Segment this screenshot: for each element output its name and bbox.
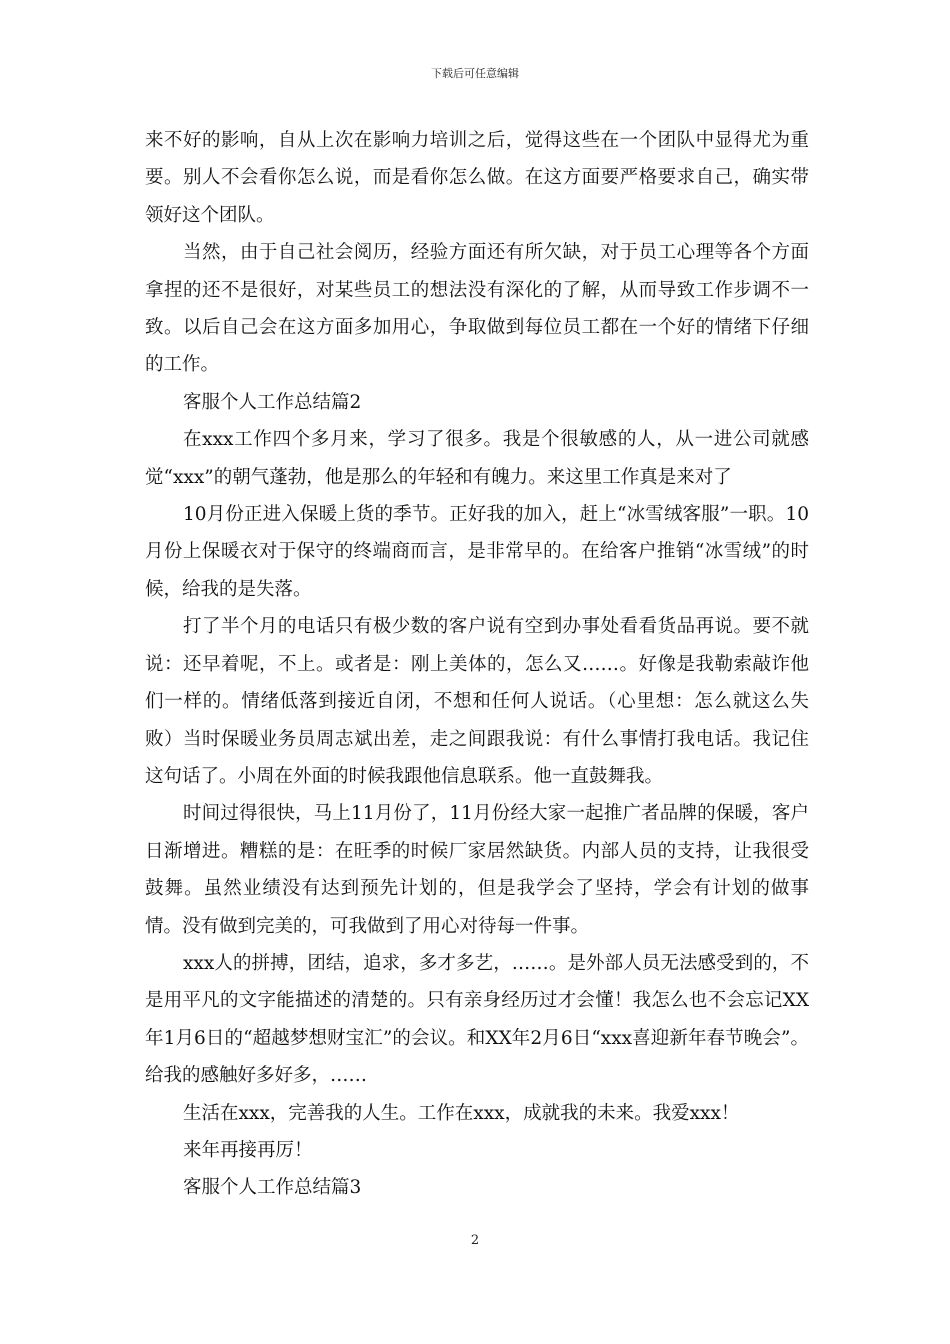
- section-heading: 客服个人工作总结篇2: [183, 391, 362, 413]
- page-header: 下载后可任意编辑: [431, 67, 519, 80]
- paragraph: 10月份正进入保暖上货的季节。正好我的加入，赶上“冰雪绒客服”一职。10月份上保暖衣对于保守的终端商而言，是非常早的。在给客户推销“冰雪绒”的时候，给我的是失落。: [145, 504, 809, 600]
- paragraph: 打了半个月的电话只有极少数的客户说有空到办事处看看货品再说。要不就说：还早着呢，不上。或者是：刚上美体的，怎么又……。好像是我勒索敲诈他们一样的。情绪低落到接近自闭，不想和任何人说话。（心里想：怎么就这么失败）当时保暖业务员周志斌出差，走之间跟我说：有什么事情打我电话。我记住这句话了。小周在外面的时候我跟他信息联系。他一直鼓舞我。: [145, 616, 809, 787]
- paragraph: 来年再接再厉！: [183, 1139, 313, 1161]
- section-heading: 客服个人工作总结篇3: [183, 1177, 362, 1199]
- paragraph: xxx人的拼搏，团结，追求，多才多艺，……。是外部人员无法感受到的，不是用平凡的文字能描述的清楚的。只有亲身经历过才会懂！我怎么也不会忘记XX年1月6日的“超越梦想财宝汇”的会议。和XX年2月6日“xxx喜迎新年春节晚会”。给我的感触好多好多，……: [145, 952, 809, 1087]
- paragraph: 生活在xxx，完善我的人生。工作在xxx，成就我的未来。我爱xxx！: [183, 1102, 740, 1124]
- document-body: [145, 122, 809, 1207]
- paragraph: 在xxx工作四个多月来，学习了很多。我是个很敏感的人，从一进公司就感觉“xxx”的朝气蓬勃，他是那么的年轻和有魄力。来这里工作真是来对了: [145, 429, 809, 488]
- paragraph: 当然，由于自己社会阅历，经验方面还有所欠缺，对于员工心理等各个方面拿捏的还不是很好，对某些员工的想法没有深化的了解，从而导致工作步调不一致。以后自己会在这方面多加用心，争取做到每位员工都在一个好的情绪下仔细的工作。: [145, 242, 809, 376]
- paragraph: 来不好的影响，自从上次在影响力培训之后，觉得这些在一个团队中显得尤为重要。别人不会看你怎么说，而是看你怎么做。在这方面要严格要求自己，确实带领好这个团队。: [145, 130, 809, 226]
- page-number: 2: [470, 1233, 480, 1248]
- paragraph: 时间过得很快，马上11月份了，11月份经大家一起推广者品牌的保暖，客户日渐增进。糟糕的是：在旺季的时候厂家居然缺货。内部人员的支持，让我很受鼓舞。虽然业绩没有达到预先计划的，但是我学会了坚持，学会有计划的做事情。没有做到完美的，可我做到了用心对待每一件事。: [145, 803, 809, 937]
